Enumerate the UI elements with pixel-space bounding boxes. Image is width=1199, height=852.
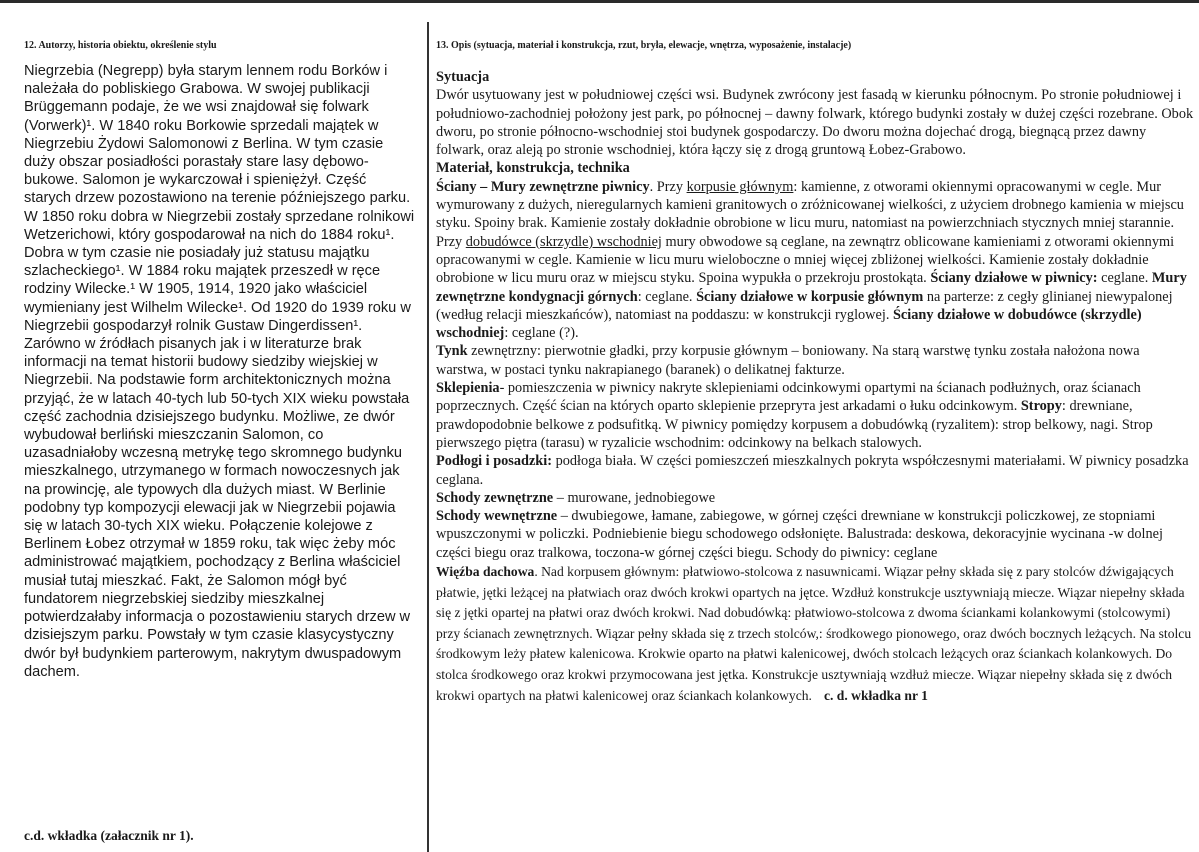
tynk-text: zewnętrzny: pierwotnie gładki, przy korpusie głównym – boniowany. Na starą warstwę tynku została nałożona nowa warstwa, w postaci tynku nakrapianego (baranek) o delikatnej fakturze. xyxy=(436,343,1140,378)
sciany-text-c: mury obwodowe są ceglane, na zewnątrz oblicowane kamieniami z otworami okiennymi opracowanymi w cegle. Kamienie w licu muru wieloboczne o mniej więcej zbliżonej wielkości. Kamienie zostały dokładnie obrobione w licu muru oraz w miejscu styku. Spoina wypukła o przekroju prostokąta. xyxy=(436,233,1175,287)
right-continuation-note: c. d. wkładka nr 1 xyxy=(823,687,928,703)
mury-gorne-text: : ceglane. xyxy=(637,288,697,305)
page-top-edge xyxy=(0,0,1199,3)
podlogi-text: podłoga biała. W części pomieszczeń mieszkalnych pokryta współczesnymi materiałami. W piwnicy posadzka ceglana. xyxy=(436,453,1189,488)
korpus-glowny-link: korpusie głównym xyxy=(686,178,794,195)
section-12-heading: 12. Autorzy, historia obiektu, określenie stylu xyxy=(24,40,217,51)
sciany-dzialowe-label: Ściany działowe w piwnicy: xyxy=(930,270,1098,287)
dobudowka-link: dobudówce (skrzydle) wschodniej xyxy=(465,233,662,250)
history-text xyxy=(24,62,416,681)
sytuacja-title: Sytuacja xyxy=(436,69,490,85)
history-paragraph-1: Niegrzebia (Negrepp) była starym lennem rodu Borków i należała do pobliskiego Grabowa. W swojej publikacji Brüggemann podaje, że we wsi znajdował się folwark (Vorwerk)¹. W 1840 roku Borkowie sprzedali majątek w Niegrzebiu Żydowi Salomonowi z Berlina. W tym czasie duży obszar posiadłości porastały stare lasy dębowo-bukowe. Salomon je wykarczował i spieniężył. Część starych drzew pozostawiono na terenie późniejszego parku. W 1850 roku dobra w Niegrzebii zostały sprzedane rolnikowi Wetzerichowi, który gospodarował na nich do 1884 roku¹. Dobra w tym czasie nie posiadały już statusu majątku szlacheckiego¹. W 1884 roku majątek przeszedł w ręce rodziny Wilecke.¹ W 1905, 1914, 1920 jako właściciel wymieniany jest Wilhelm Wilecke¹. Od 1920 do 1939 roku w Niegrzebii gospodarzył rolnik Gustaw Dingerdissen¹. xyxy=(24,63,415,334)
schody-wewnetrzne-paragraph xyxy=(436,507,1194,562)
sciany-dobudowka-text: : ceglane (?). xyxy=(504,325,579,342)
schody-zewnetrzne-paragraph xyxy=(436,489,1194,507)
schody-zew-label: Schody zewnętrzne xyxy=(436,489,554,506)
sciany-paragraph xyxy=(436,178,1194,343)
stropy-text: : drewniane, prawdopodobnie belkowe z podsufitką. W piwnicy pomiędzy korpusem a dobudówką (ryzalitem): strop belkowy, nagi. Strop pierwszego piętra (tarasu) w ryzalicie wschodnim: odcinkowy na belkach stalowych. xyxy=(436,398,1153,451)
column-divider xyxy=(427,22,429,852)
left-continuation-note: c.d. wkładka (załacznik nr 1). xyxy=(24,828,194,843)
tynk-label: Tynk xyxy=(436,343,468,360)
mury-gorne-label: Mury zewnętrzne kondygnacji górnych xyxy=(436,270,1187,305)
sklepienia-paragraph xyxy=(436,379,1194,452)
sklepienia-label: Sklepienia xyxy=(436,380,500,397)
podlogi-label: Podłogi i posadzki: xyxy=(436,453,552,470)
wiezba-label: Więźba dachowa xyxy=(436,564,535,580)
material-title: Materiał, konstrukcja, technika xyxy=(436,160,630,177)
sytuacja-text: Dwór usytuowany jest w południowej części wsi. Budynek zwrócony jest fasadą w kierunku północnym. Po stronie południowej i południowo-zachodniej położony jest park, po północnej – dawny folwark, którego budynki zostały w dużej części rozebrane. Obok dworu, po stronie północno-wschodniej stoi budynek gospodarczy. Do dworu można dojechać drogą, biegnącą przez dawny folwark, oraz aleją po stronie wschodniej, która łączy się z drogą gruntową Łobez-Grabowo. xyxy=(436,87,1194,159)
sciany-dobudowka-label: Ściany działowe w dobudówce (skrzydle) wschodniej xyxy=(436,306,1142,342)
schody-wew-text: – dwubiegowe, łamane, zabiegowe, w górnej części drewniane w konstrukcji policzkowej, ze stopniami wpuszczonymi w policzki. Podniebienie biegu schodowego odsłonięte. Balustrada: deskowa, dekoracyjnie wycinana -w dolnej części biegu oraz tralkowa, toczona-w górnej części biegu. Schody do piwnicy: ceglane xyxy=(436,508,1163,561)
schody-zew-text: – murowane, jednobiegowe xyxy=(553,489,716,506)
sciany-text-b: : kamienne, z otworami okiennymi opracowanymi w cegle. Mur wymurowany z dużych, nieregularnych kamieni granitowych o zróżnicowanej wielkości, z użyciem drobnego kamienia w miejscu styku. Spoiny brak. Kamienie zostały dokładnie obrobione w licu muru, natomiast na powierzchniach stycznych mniej starannie. Przy xyxy=(436,178,1184,250)
sklepienia-text: - pomieszczenia w piwnicy nakryte sklepieniami odcinkowymi opartymi na ścianach podłużnych, oraz ścianach poprzecznych. Część ścian na których oparto sklepienie przeprута jest arkadami o łuku odcinkowym. xyxy=(436,380,1141,415)
wiezba-paragraph xyxy=(436,562,1194,706)
tynk-paragraph xyxy=(436,342,1194,379)
podlogi-paragraph xyxy=(436,452,1194,489)
sciany-dzialowe-text: ceglane. xyxy=(1097,270,1152,287)
sciany-label: Ściany – Mury zewnętrzne piwnicy xyxy=(436,178,650,195)
sciany-korpus-text: na parterze: z cegły glinianej niewypalonej (według relacji mieszkańców), natomiast na poddaszu: w konstrukcji ryglowej. xyxy=(436,288,1173,323)
schody-wew-label: Schody wewnętrzne xyxy=(436,508,558,525)
sciany-korpus-label: Ściany działowe w korpusie głównym xyxy=(696,288,924,305)
section-13-heading: 13. Opis (sytuacja, materiał i konstrukcja, rzut, bryła, elewacje, wnętrza, wyposażenie, instalacje) xyxy=(436,40,852,51)
wiezba-text: . Nad korpusem głównym: płatwiowo-stolcowa z nasuwnicami. Wiązar pełny składa się z pary stolców dźwigających płatwie, jętki leżącej na płatwiach oraz dwóch krokwi opartych na jętce. Wzdłuż konstrukcje usztywniają miecze. Wiązar niepełny składa się z jętki opartej na płatwi oraz dwóch krokwi. Nad dobudówką: płatwiowo-stolcowa z dwoma ściankami kolankowymi (stolcowymi) przy ścianach zewnętrznych. Wiązar pełny składa się z trzech stolców,: środkowego pionowego, oraz dwóch bocznych leżących. Na stolcu środkowym leży płatew kalenicowa. Krokwie oparto na płatwi kalenicowej, dwóch stolcach leżących oraz ściankach kolankowych. Do stolca środkowego oraz krokwi przymocowana jest jętka. Konstrukcje usztywniają wzdłuż miecze. Wiązar niepełny składa się z dwóch krokwi opartych na płatwi kalenicowej oraz ściankach kolankowych. xyxy=(436,564,1192,703)
stropy-label: Stropy xyxy=(1020,398,1062,415)
history-paragraph-2: Zarówno w źródłach pisanych jak i w literaturze brak informacji na temat historii budowy siedziby wiejskiej w Niegrzebii. Na podstawie form architektonicznych można przyjąć, że w latach 40-tych lub 50-tych XIX wieku powstała część zachodnia dzisiejszego budynku. Możliwe, ze dwór wybudował berliński mieszczanin Salomon, co uzasadniałoby wczesną metrykę tego skromnego budynku mieszkalnego, utrzymanego w formach nowoczesnych jak na prowincję, ale typowych dla dużych miast. W Berlinie podobny typ kompozycji elewacji jak w Niegrzebii pojawia się w latach 30-tych XIX wieku. Połączenie kolejowe z Berlinem Łobez otrzymał w 1859 roku, tak więc żeby móc administrować majątkiem, pochodzący z Berlina właściciel musiał tutaj mieszkać. Fakt, że Salomon mógł być fundatorem niegrzebskiej siedziby mieszkalnej potwierdzałaby informacja o pozostawieniu starych drzew w dzisiejszym parku. Powstały w tym czasie klasycystyczny dwór był budynkiem parterowym, nakrytym dwuspadowym dachem. xyxy=(24,336,411,680)
sciany-text-a: . Przy xyxy=(649,178,687,195)
description-text xyxy=(436,68,1194,706)
